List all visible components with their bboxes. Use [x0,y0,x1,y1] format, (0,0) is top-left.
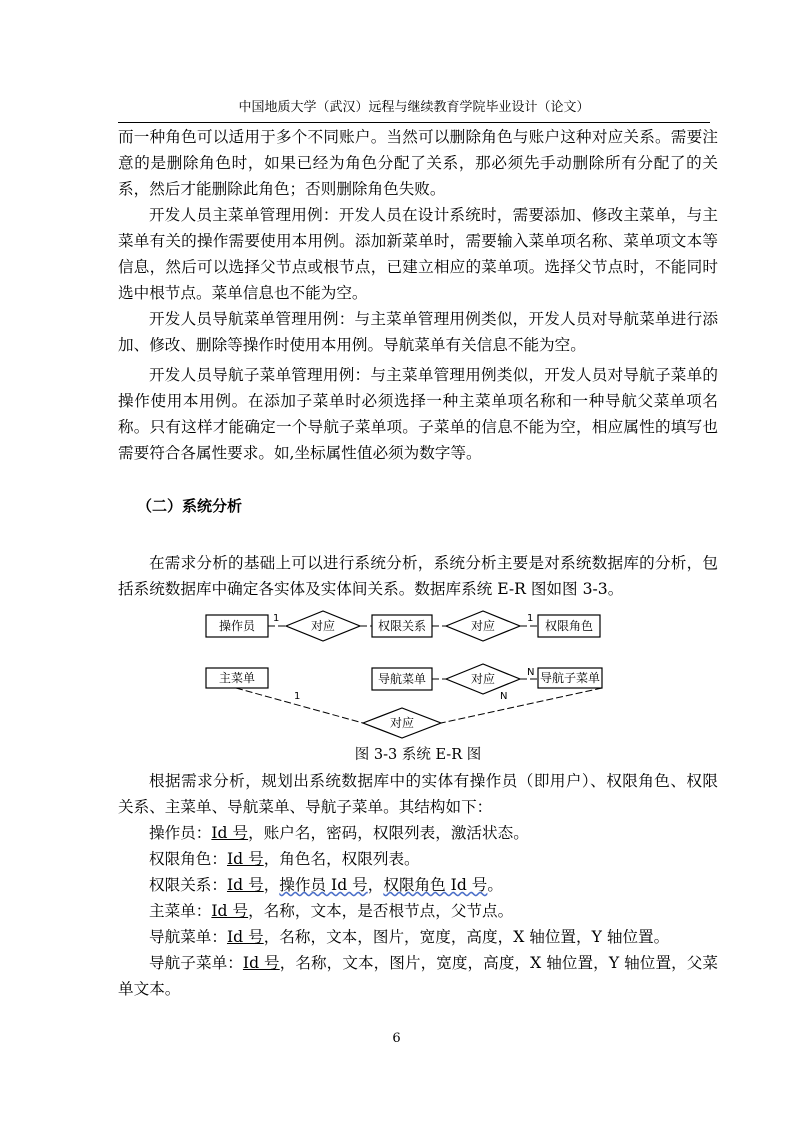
section-title: （二）系统分析 [137,497,243,515]
relationship-label: 对应 [310,619,336,633]
entity-label: 操作员 [218,619,256,633]
paragraph-nav-submenu-usecase: 开发人员导航子菜单管理用例：与主菜单管理用例类似，开发人员对导航子菜单的操作使用本用例。在添加子菜单时必须选择一种主菜单项名称和一种导航父菜单项名称。只有这样才能确定一个导航子菜单项。子菜单的信息不能为空，相应属性的填写也需要符合各属性要求。如,坐标属性值必须为数字等。 [118,366,718,462]
cardinality-label: 1 [527,613,534,624]
cardinality-label: N [527,667,535,678]
paragraph-role-deletion: 而一种角色可以适用于多个不同账户。当然可以删除角色与账户这种对应关系。需要注意的是删除角色时，如果已经为角色分配了关系，那必须先手动删除所有分配了的关系，然后才能删除此角色；否则删除角色失败。 [118,128,718,198]
primary-key: Id 号 [226,876,264,894]
structure-operator: 操作员：Id 号，账户名，密码，权限列表，激活状态。 [149,824,529,842]
primary-key: Id 号 [242,954,280,972]
page-body [118,124,718,1002]
primary-key: Id 号 [211,824,249,842]
primary-key: Id 号 [211,902,249,920]
er-diagram-svg [118,610,718,740]
entity-label: 主菜单 [218,671,256,685]
cardinality-label: 1 [273,613,280,624]
entity-label: 权限关系 [377,619,427,633]
paragraph-entity-summary: 根据需求分析，规划出系统数据库中的实体有操作员（即用户）、权限角色、权限关系、主菜单、导航菜单、导航子菜单。其结构如下： [118,772,718,816]
page-header: 中国地质大学（武汉）远程与继续教育学院毕业设计（论文） [118,100,710,123]
entity-label: 权限角色 [544,619,594,633]
primary-key: Id 号 [226,850,264,868]
foreign-key: 权限角色 Id 号 [383,876,488,894]
entity-label: 导航菜单 [377,672,427,686]
cardinality-label: 1 [294,691,301,702]
foreign-key: 操作员 Id 号 [279,876,368,894]
er-diagram [118,610,718,740]
structure-permission-relation: 权限关系：Id 号，操作员 Id 号，权限角色 Id 号。 [149,876,503,894]
primary-key: Id 号 [226,928,264,946]
structure-permission-role: 权限角色：Id 号，角色名，权限列表。 [149,850,420,868]
page-number: 6 [392,1031,401,1046]
figure-caption: 图 3-3 系统 E-R 图 [354,747,482,763]
structure-nav-menu: 导航菜单：Id 号，名称，文本，图片，宽度，高度，X 轴位置，Y 轴位置。 [149,928,670,946]
structure-nav-submenu: 导航子菜单：Id 号，名称，文本，图片，宽度，高度，X 轴位置，Y 轴位置，父菜单文本。 [118,954,718,998]
cardinality-label: N [500,691,508,702]
relationship-label: 对应 [389,716,415,730]
paragraph-main-menu-usecase: 开发人员主菜单管理用例：开发人员在设计系统时，需要添加、修改主菜单，与主菜单有关的操作需要使用本用例。添加新菜单时，需要输入菜单项名称、菜单项文本等信息，然后可以选择父节点或根节点，已建立相应的菜单项。选择父节点时，不能同时选中根节点。菜单信息也不能为空。 [118,206,718,302]
paragraph-nav-menu-usecase: 开发人员导航菜单管理用例：与主菜单管理用例类似，开发人员对导航菜单进行添加、修改、删除等操作时使用本用例。导航菜单有关信息不能为空。 [118,310,718,354]
relationship-label: 对应 [470,672,496,686]
structure-main-menu: 主菜单：Id 号，名称，文本，是否根节点，父节点。 [149,902,514,920]
entity-label: 导航子菜单 [539,671,601,685]
relationship-label: 对应 [470,619,496,633]
er-line [441,688,602,723]
paragraph-system-analysis: 在需求分析的基础上可以进行系统分析，系统分析主要是对系统数据库的分析，包括系统数据库中确定各实体及实体间关系。数据库系统 E-R 图如图 3-3。 [118,554,718,598]
